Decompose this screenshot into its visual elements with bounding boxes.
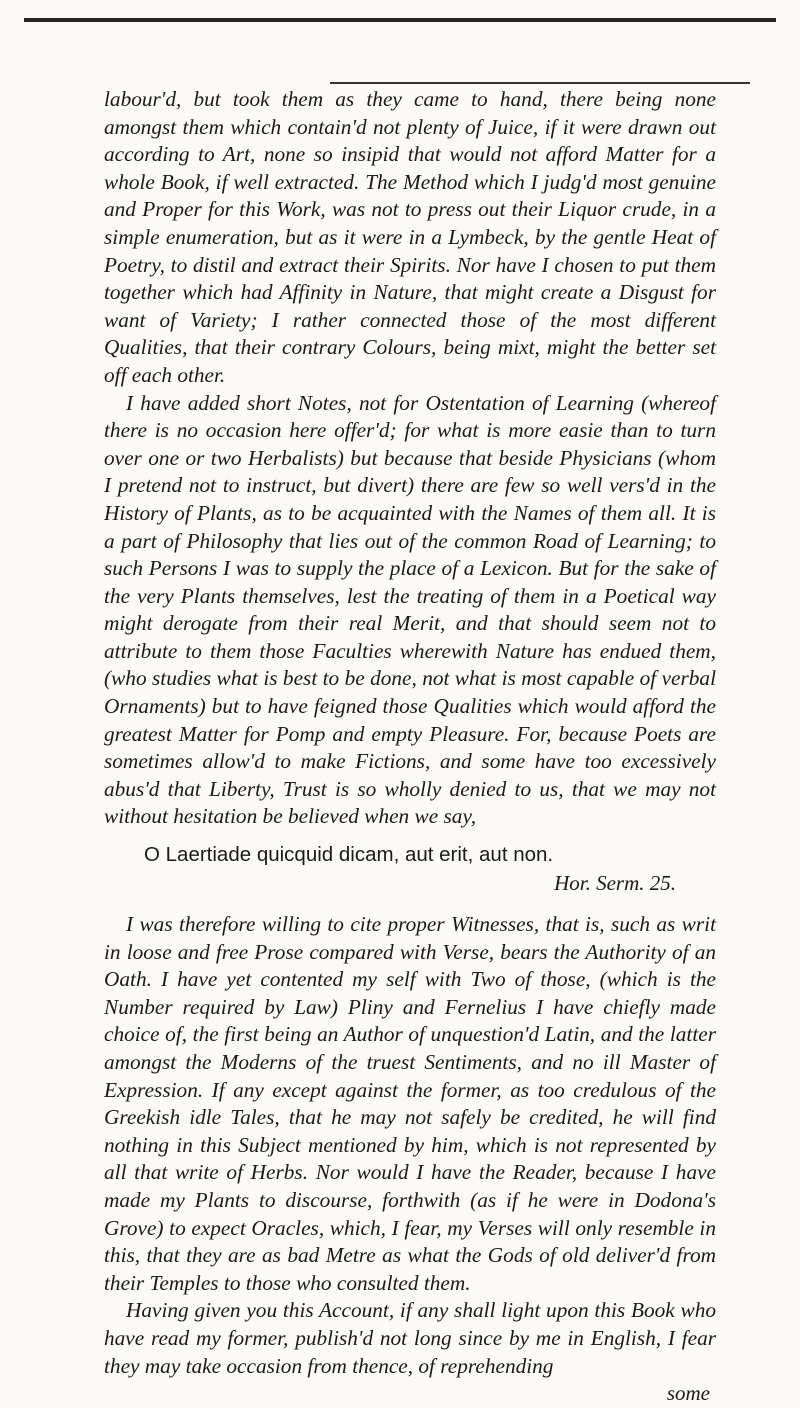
header-rule	[330, 82, 750, 84]
paragraph-1: labour'd, but took them as they came to hand, there being none amongst them which contain'd not plenty of Juice, if it were drawn out according to Art, none so insipid that would not afford Matter for a whole Book, if well extracted. The Method which I judg'd most genuine and Proper for this Work, was not to press out their Liquor crude, in a simple enumeration, but as it were in a Lymbeck, by the gentle Heat of Poetry, to distil and extract their Spirits. Nor have I chosen to put them together which had Affinity in Nature, that might create a Disgust for want of Variety; I rather connected those of the most different Qualities, that their contrary Colours, being mixt, might the better set off each other.	[104, 87, 716, 387]
latin-quotation: O Laertiade quicquid dicam, aut erit, aut non.	[144, 843, 554, 867]
paragraph-4: Having given you this Account, if any shall light upon this Book who have read my former, publish'd not long since by me in English, I fear they may take occasion from thence, of reprehending	[104, 1298, 716, 1378]
top-border-rule	[24, 18, 776, 22]
catchword: some	[666, 1381, 710, 1406]
quotation-source: Hor. Serm. 25.	[554, 871, 676, 896]
page-body	[104, 86, 716, 1406]
paragraph-3: I was therefore willing to cite proper Witnesses, that is, such as writ in loose and free Prose compared with Verse, bears the Authority of an Oath. I have yet contented my self with Two of those, (which is the Number required by Law) Pliny and Fernelius I have chiefly made choice of, the first being an Author of unquestion'd Latin, and the latter amongst the Moderns of the truest Sentiments, and no ill Master of Expression. If any except against the former, as too credulous of the Greekish idle Tales, that he may not safely be credited, he will find nothing in this Subject mentioned by him, which is not represented by all that write of Herbs. Nor would I have the Reader, because I have made my Plants to discourse, forthwith (as if he were in Dodona's Grove) to expect Oracles, which, I fear, my Verses will only resemble in this, that they are as bad Metre as what the Gods of old deliver'd from their Temples to those who consulted them.	[104, 912, 716, 1295]
paragraph-2: I have added short Notes, not for Ostentation of Learning (whereof there is no occasion here offer'd; for what is more easie than to turn over one or two Herbalists) but because that beside Physicians (whom I pretend not to instruct, but divert) there are few so well vers'd in the History of Plants, as to be acquainted with the Names of them all. It is a part of Philosophy that lies out of the common Road of Learning; to such Persons I was to supply the place of a Lexicon. But for the sake of the very Plants themselves, lest the treating of them in a Poetical way might derogate from their real Merit, and that should seem not to attribute to them those Faculties wherewith Nature has endued them, (who studies what is best to be done, not what is most capable of verbal Ornaments) but to have feigned those Qualities which would afford the greatest Matter for Pomp and empty Pleasure. For, because Poets are sometimes allow'd to make Fictions, and some have too excessively abus'd that Liberty, Trust is so wholly denied to us, that we may not without hesitation be believed when we say,	[104, 390, 716, 829]
